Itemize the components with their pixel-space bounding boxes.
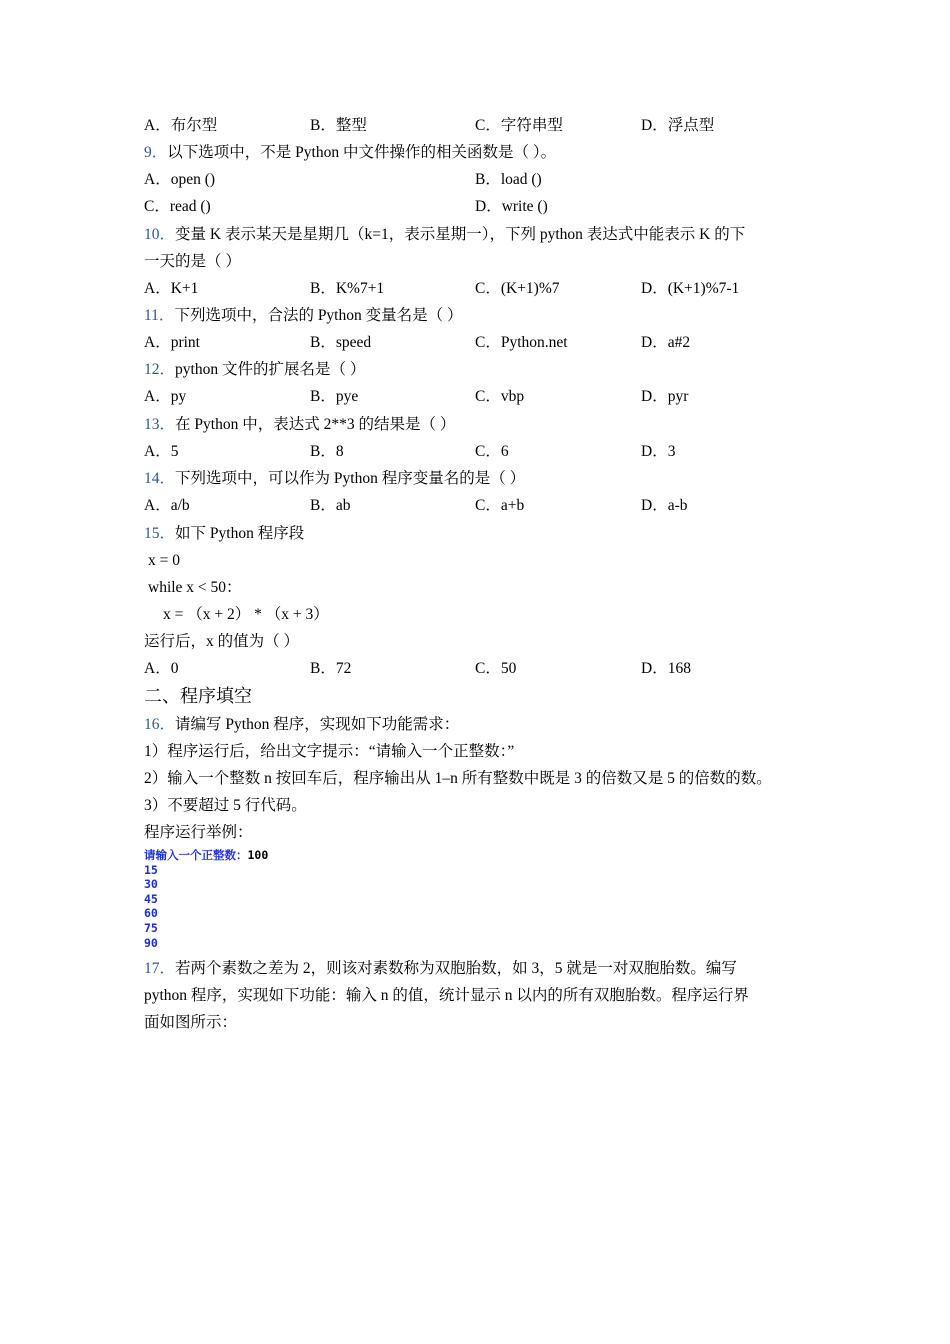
q11-text: 下列选项中，合法的 Python 变量名是（ ） [174, 307, 463, 324]
q9-option-d: D．write () [475, 198, 548, 215]
q11-option-c: C．Python.net [475, 334, 568, 351]
q15-followup: 运行后，x 的值为（ ） [144, 633, 300, 650]
q14-option-d: D．a-b [641, 497, 688, 514]
q15-code-line1: x = 0 [148, 552, 180, 569]
q10-text-line2: 一天的是（ ） [144, 253, 241, 270]
q15-option-b: B．72 [310, 660, 352, 677]
q12-number: 12． [144, 361, 176, 378]
q17-text-line2: python 程序，实现如下功能：输入 n 的值，统计显示 n 以内的所有双胞胎数。程序运行界 [144, 987, 749, 1004]
q17-text-line3: 面如图所示： [144, 1014, 238, 1031]
console-output-line: 75 [144, 920, 158, 935]
q9-option-a: A．open () [144, 171, 216, 188]
q8-option-c: C．字符串型 [475, 117, 563, 134]
q11-number: 11． [144, 307, 175, 324]
q14-option-c: C．a+b [475, 497, 525, 514]
q10-option-a: A．K+1 [144, 280, 199, 297]
q16-number: 16． [144, 716, 176, 733]
q15-code-line2: while x < 50： [148, 579, 242, 596]
q11-option-b: B．speed [310, 334, 372, 351]
q11-question [144, 306, 463, 326]
q9-option-c: C．read () [144, 198, 211, 215]
q16-text: 请编写 Python 程序，实现如下功能需求： [175, 716, 460, 733]
console-output-line: 60 [144, 906, 158, 921]
q16-question [144, 715, 459, 735]
q12-text: python 文件的扩展名是（ ） [175, 361, 366, 378]
q17-number: 17． [144, 960, 176, 977]
q12-option-b: B．pye [310, 388, 359, 405]
q13-question [144, 415, 455, 435]
q10-option-d: D．(K+1)%7-1 [641, 280, 740, 297]
q16-requirement-3: 3）不要超过 5 行代码。 [144, 797, 307, 814]
console-prompt: 请输入一个正整数： [144, 848, 248, 862]
q15-question [144, 524, 304, 544]
q8-option-b: B．整型 [310, 117, 367, 134]
q13-option-c: C．6 [475, 443, 509, 460]
q17-text-line1: 若两个素数之差为 2，则该对素数称为双胞胎数，如 3，5 就是一对双胞胎数。编写 [175, 960, 737, 977]
q13-option-a: A．5 [144, 443, 179, 460]
console-input: 100 [247, 848, 269, 862]
q9-option-b: B．load () [475, 171, 542, 188]
console-output-line: 30 [144, 877, 158, 892]
q10-number: 10． [144, 226, 176, 243]
q8-option-d: D．浮点型 [641, 117, 715, 134]
q14-text: 下列选项中，可以作为 Python 程序变量名的是（ ） [175, 470, 526, 487]
q17-question [144, 959, 737, 979]
q10-option-c: C．(K+1)%7 [475, 280, 560, 297]
q14-question [144, 469, 525, 489]
q10-text-line1: 变量 K 表示某天是星期几（k=1，表示星期一），下列 python 表达式中能表示 K 的下 [175, 226, 746, 243]
q11-option-a: A．print [144, 334, 200, 351]
console-prompt-line [144, 848, 268, 863]
q12-option-a: A．py [144, 388, 187, 405]
q13-number: 13． [144, 416, 176, 433]
q10-option-b: B．K%7+1 [310, 280, 385, 297]
console-output [144, 848, 268, 950]
q11-option-d: D．a#2 [641, 334, 691, 351]
console-output-line: 90 [144, 935, 158, 950]
console-output-line: 45 [144, 891, 158, 906]
q14-option-a: A．a/b [144, 497, 190, 514]
q15-number: 15． [144, 525, 176, 542]
q15-code-line3: x = （x + 2） * （x + 3） [163, 606, 329, 623]
q13-option-d: D．3 [641, 443, 676, 460]
q14-number: 14． [144, 470, 176, 487]
q15-option-d: D．168 [641, 660, 691, 677]
console-output-line: 15 [144, 862, 158, 877]
q15-option-a: A．0 [144, 660, 179, 677]
q8-option-a: A．布尔型 [144, 117, 218, 134]
q9-text: 以下选项中，不是 Python 中文件操作的相关函数是（ ）。 [167, 144, 557, 161]
q14-option-b: B．ab [310, 497, 351, 514]
q16-example-label: 程序运行举例： [144, 824, 253, 841]
q15-option-c: C．50 [475, 660, 517, 677]
q9-question [144, 143, 556, 163]
q10-question [144, 225, 745, 245]
q12-option-c: C．vbp [475, 388, 525, 405]
q15-text: 如下 Python 程序段 [175, 525, 305, 542]
q9-number: 9． [144, 144, 168, 161]
q13-text: 在 Python 中，表达式 2**3 的结果是（ ） [175, 416, 456, 433]
q16-requirement-2: 2）输入一个整数 n 按回车后，程序输出从 1–n 所有整数中既是 3 的倍数又是 5 的倍数的数。 [144, 770, 772, 787]
q16-requirement-1: 1）程序运行后，给出文字提示：“请输入一个正整数：” [144, 743, 515, 760]
q12-question [144, 360, 365, 380]
q12-option-d: D．pyr [641, 388, 689, 405]
q13-option-b: B．8 [310, 443, 344, 460]
section-heading: 二、程序填空 [144, 686, 252, 706]
